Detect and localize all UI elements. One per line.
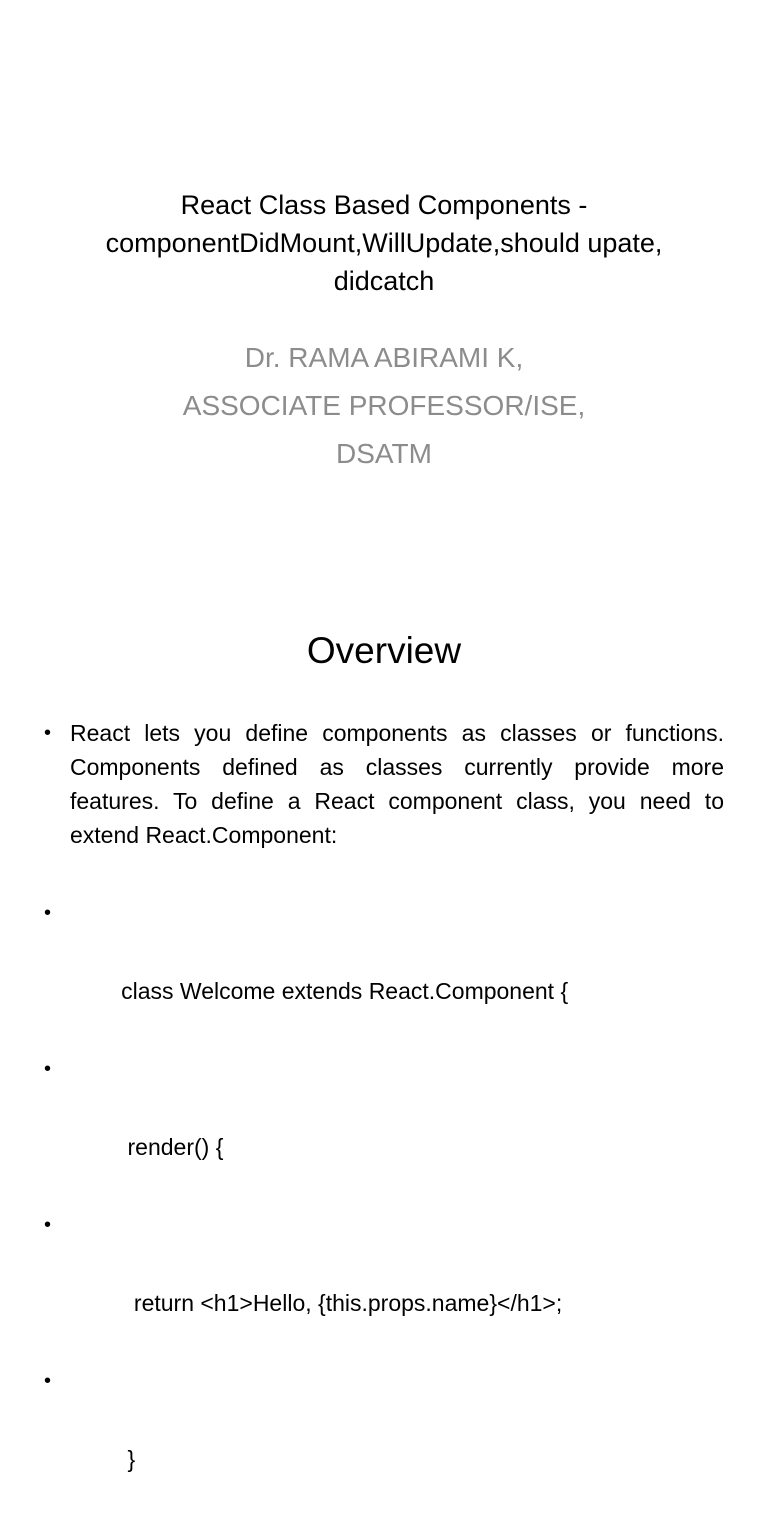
bullet-marker: • [44,1370,52,1392]
bullet-marker: • [44,902,52,924]
code-text: render() { [121,1134,224,1160]
bullet-marker: • [44,1214,52,1236]
author-block [40,334,728,478]
bullet-marker: • [44,1058,52,1080]
slide-title [40,186,728,300]
code-line [44,1206,724,1362]
author-name: Dr. RAMA ABIRAMI K, [244,342,524,373]
author-institution: DSATM [336,438,432,469]
code-text: class Welcome extends React.Component { [121,978,569,1004]
overview-slide [0,576,768,1472]
author-position: ASSOCIATE PROFESSOR/ISE, [182,390,586,421]
intro-text: React lets you define components as classes or functions. Components defined as classes currently provide more features. To define a React component class, you need to extend React.Component: [70,720,724,848]
title-line: didcatch [333,266,435,296]
code-text: } [121,1446,136,1472]
code-line [44,1362,724,1518]
title-line: componentDidMount,WillUpdate,should upate, [105,228,663,258]
title-line: React Class Based Components - [180,190,588,220]
bullet-list [44,716,724,1518]
list-spacer [44,852,724,894]
overview-heading: Overview [306,630,462,671]
bullet-marker: • [44,722,52,744]
list-item [44,716,724,852]
code-line [44,894,724,1050]
code-text: return <h1>Hello, {this.props.name}</h1>; [121,1290,563,1316]
title-slide [0,0,768,576]
code-line [44,1050,724,1206]
